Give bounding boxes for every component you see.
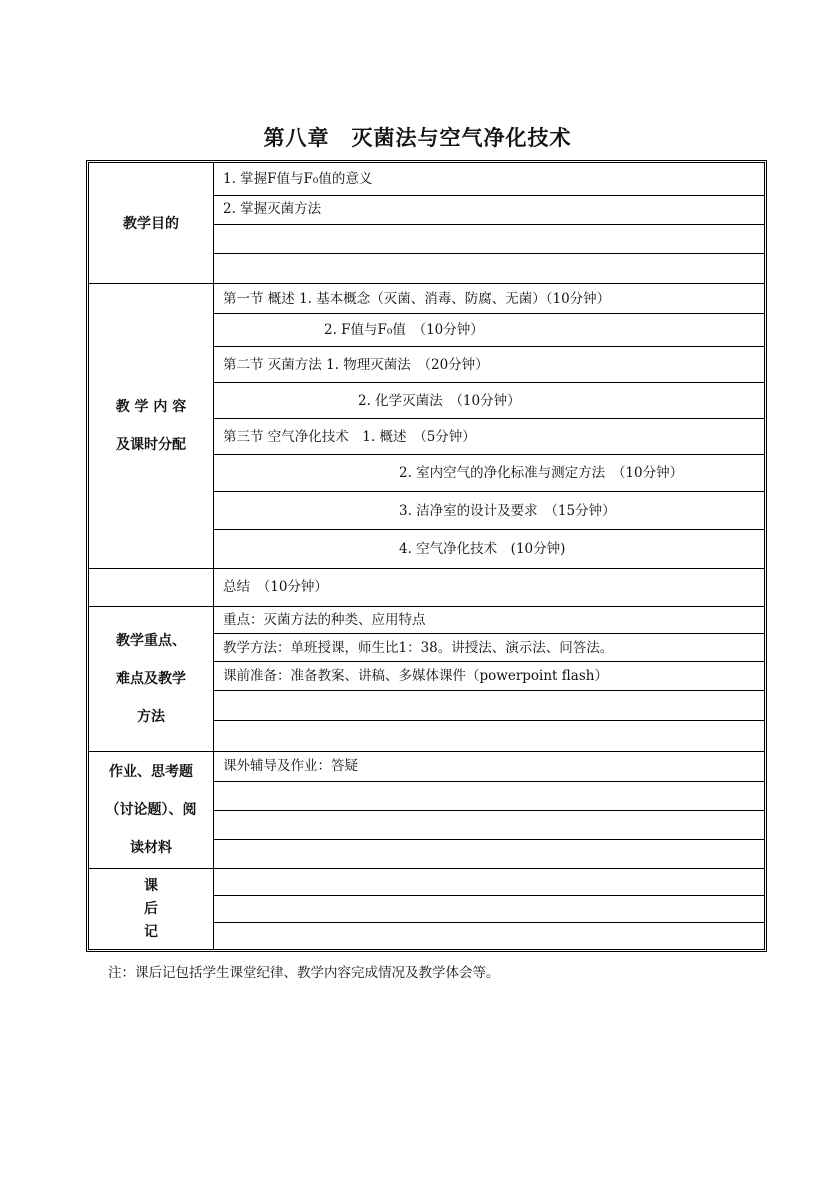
table-row: 重点：灭菌方法的种类、应用特点 [214,607,764,634]
table-row: 2. 化学灭菌法 （10分钟） [214,383,764,419]
table-row [214,721,764,752]
table-row: 2. 掌握灭菌方法 [214,196,764,225]
table-row: 教学方法：单班授课，师生比1：38。讲授法、演示法、问答法。 [214,634,764,662]
table-row [214,811,764,840]
label-summary [89,569,214,606]
section-content [89,283,764,568]
table-row: 4. 空气净化技术 (10分钟) [399,541,566,557]
table-row [214,840,764,869]
table-row [214,869,764,896]
label-line: 难点及教学 [116,671,186,687]
table-row: 第二节 灭菌方法 1. 物理灭菌法 （20分钟） [214,347,764,383]
table-row: 课前准备：准备教案、讲稿、多媒体课件（powerpoint flash） [214,662,764,691]
label-content [89,284,214,568]
label-line: 教 学 内 容 [115,399,187,415]
table-row: 1. 掌握F值与F₀值的意义 [214,163,764,196]
section-afterclass [89,868,764,949]
table-row [214,225,764,254]
label-line: 及课时分配 [116,437,186,453]
table-row [214,254,764,283]
lesson-plan-table [86,160,767,952]
label-line: 记 [144,923,158,940]
table-row: 2. 室内空气的净化标准与测定方法 （10分钟） [214,455,764,492]
label-line: 后 [144,900,158,917]
label-homework [89,752,214,868]
label-afterclass [89,869,214,949]
section-homework [89,751,764,868]
label-line: 方法 [137,709,165,725]
table-row [214,782,764,811]
table-row [214,691,764,721]
section-summary [89,568,764,606]
label-line: 作业、思考题 [109,764,193,780]
section-keypoints [89,606,764,751]
label-keypoints [89,607,214,751]
table-row: 2. F值与F₀值 （10分钟） [214,314,764,347]
table-row [214,896,764,923]
label-text: 教学目的 [123,216,179,232]
section-objectives [89,163,764,283]
table-row: 第三节 空气净化技术 1. 概述 （5分钟） [214,419,764,455]
label-line: 读材料 [130,840,172,856]
table-row: 3. 洁净室的设计及要求 （15分钟） [214,492,764,530]
table-row: 课外辅导及作业：答疑 [214,752,764,782]
label-objectives [89,163,214,283]
label-line: 教学重点、 [116,633,186,649]
page-title: 第八章 灭菌法与空气净化技术 [263,126,572,150]
table-row: 总结 （10分钟） [223,579,328,595]
footnote: 注：课后记包括学生课堂纪律、教学内容完成情况及教学体会等。 [108,965,500,981]
table-row: 第一节 概述 1. 基本概念（灭菌、消毒、防腐、无菌）（10分钟） [214,284,764,314]
table-row [214,923,764,950]
label-line: （讨论题）、阅 [105,802,197,818]
label-line: 课 [144,877,158,894]
